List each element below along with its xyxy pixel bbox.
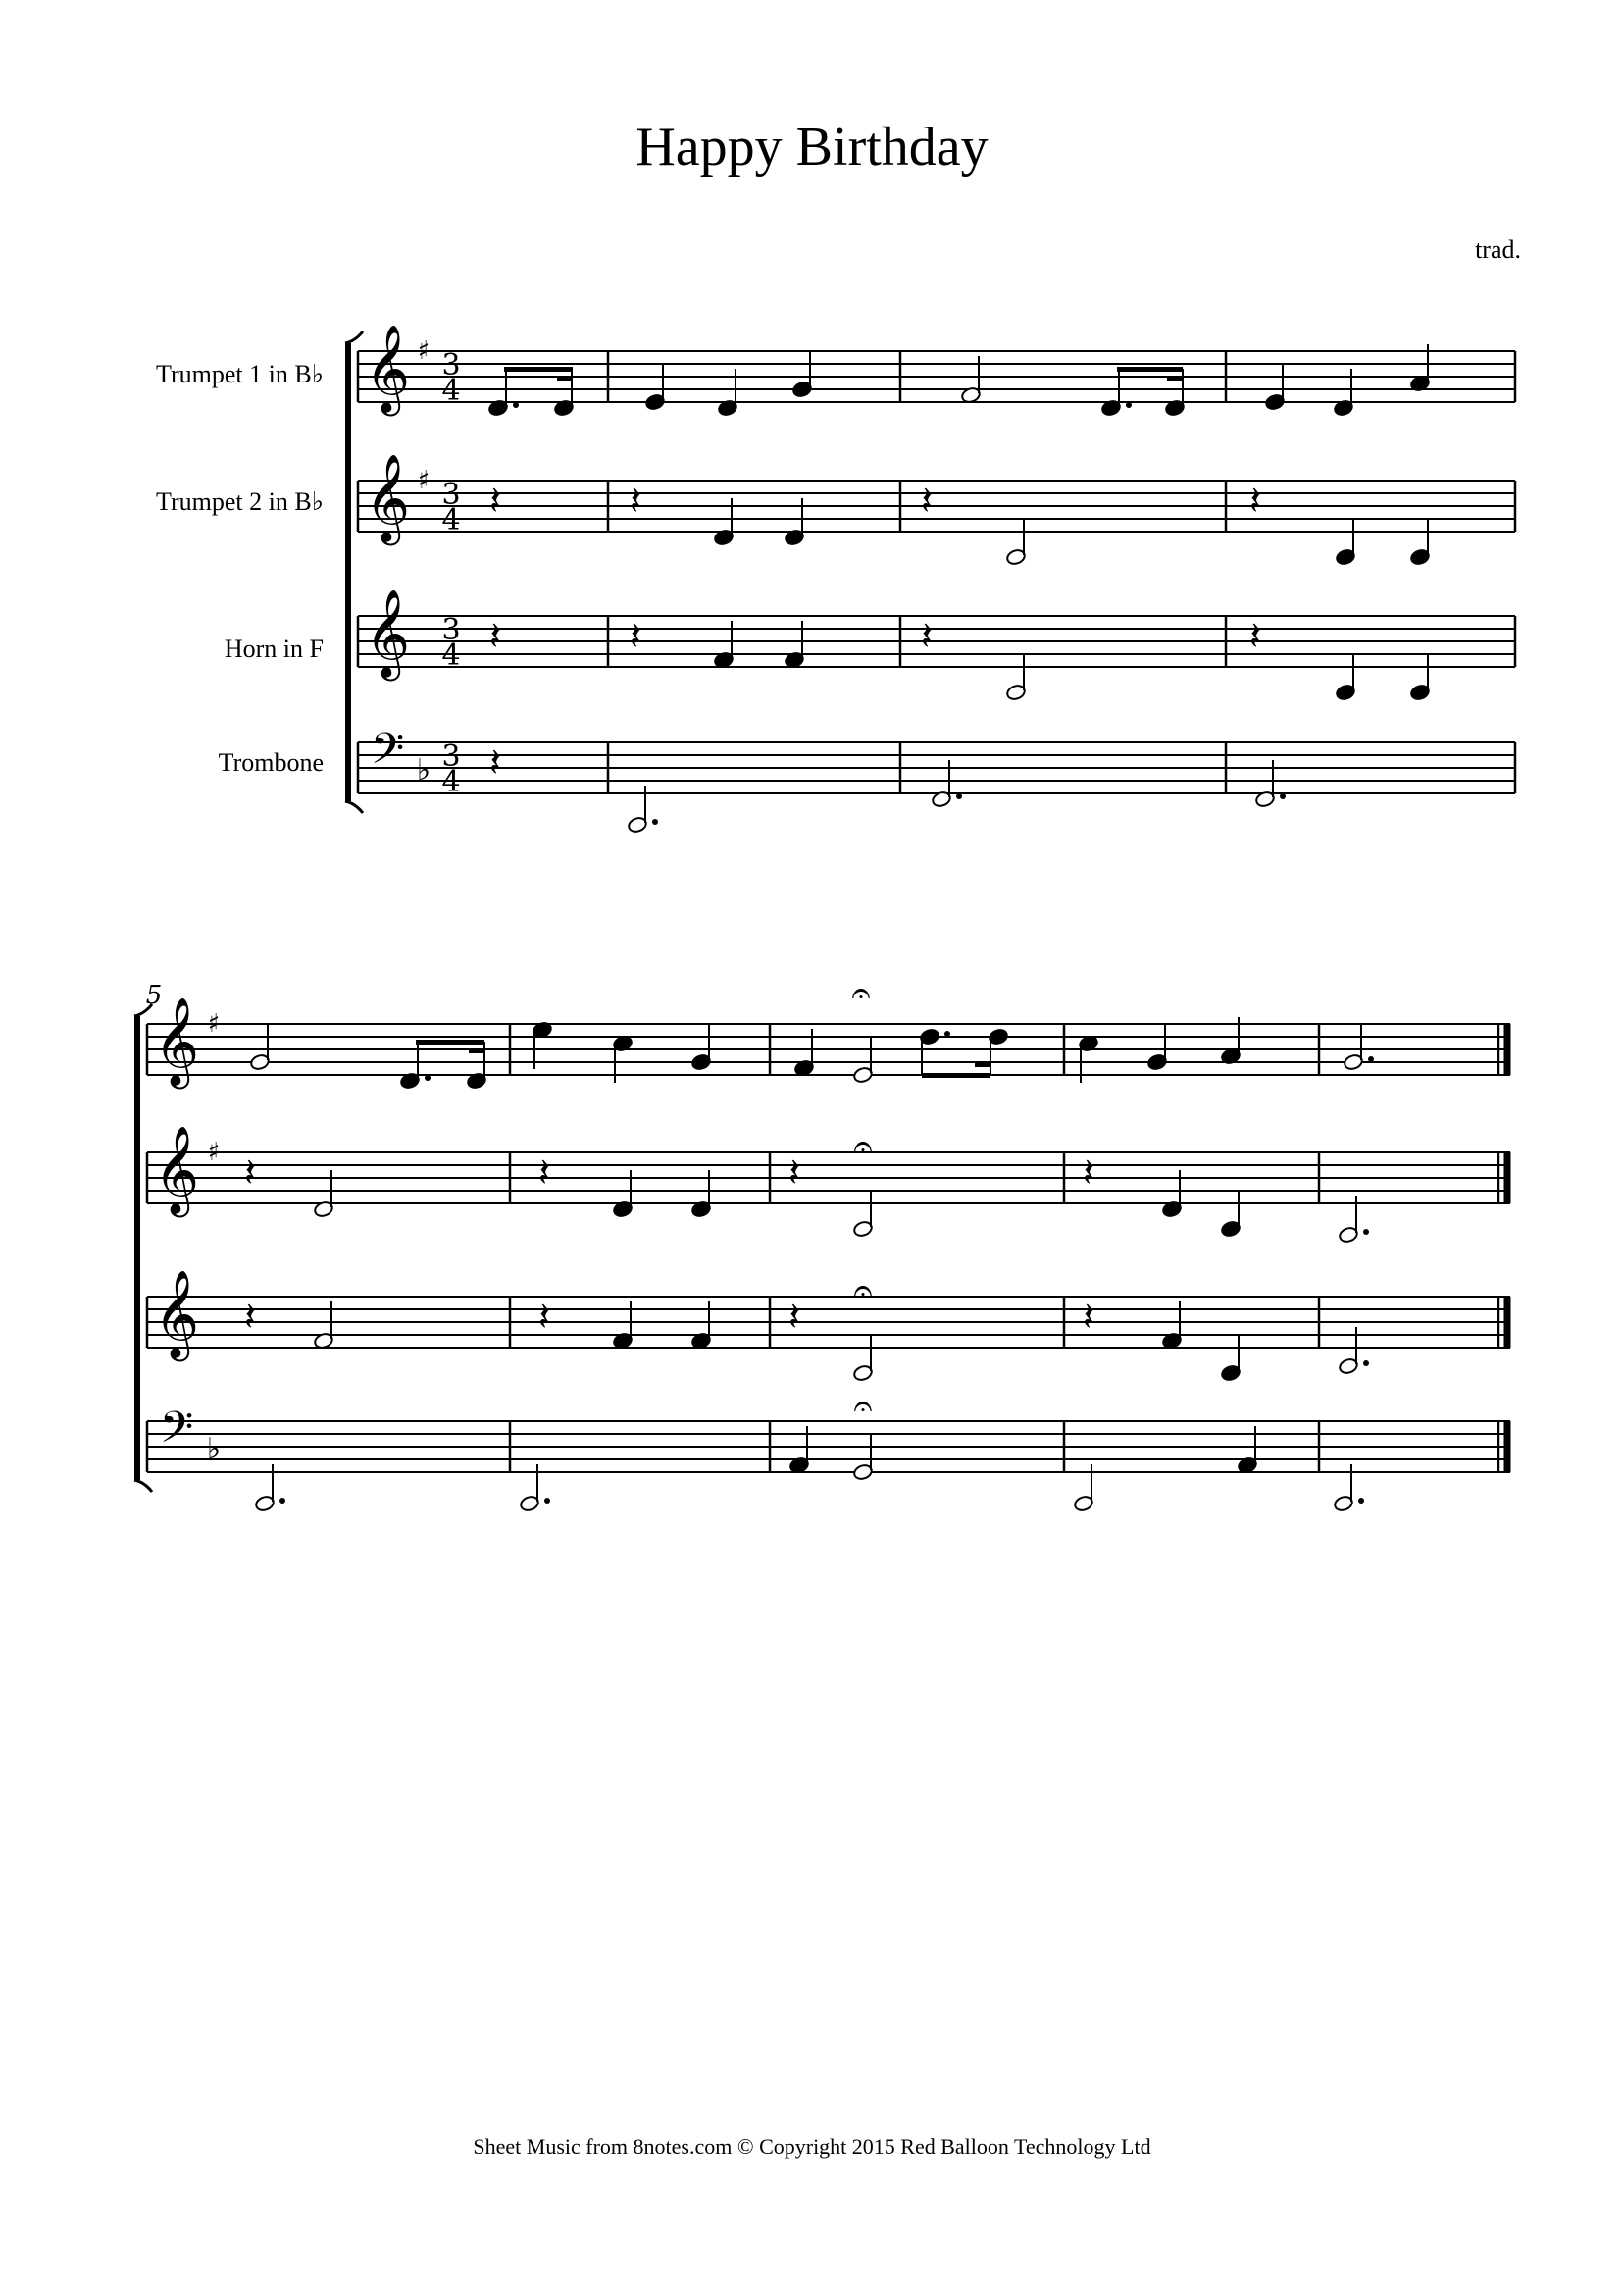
treble-clef-icon: 𝄞 <box>153 997 200 1086</box>
treble-clef-icon: 𝄞 <box>364 325 411 413</box>
time-signature-bottom: 4 <box>441 765 461 799</box>
bracket-hook-top <box>134 1004 152 1016</box>
system-1 <box>345 325 1515 834</box>
key-flat-icon: ♭ <box>206 1432 222 1466</box>
quarter-rest: 𝄽 <box>787 1150 801 1196</box>
footer-copyright: Sheet Music from 8notes.com © Copyright 2015 Red Balloon Technology Ltd <box>473 2134 1151 2159</box>
beam <box>557 377 573 381</box>
quarter-rest: 𝄽 <box>787 1295 801 1340</box>
dot <box>652 819 658 825</box>
quarter-rest: 𝄽 <box>1082 1295 1095 1340</box>
beam <box>504 367 573 372</box>
key-sharp-icon: ♯ <box>207 1138 221 1167</box>
quarter-rest: 𝄽 <box>488 740 502 786</box>
fermata-icon: 𝄐 <box>851 974 871 1013</box>
beam <box>1167 377 1183 381</box>
instrument-label-horn: Horn in F <box>224 635 324 663</box>
fermata-icon: 𝄐 <box>853 1387 873 1426</box>
bass-clef-icon: 𝄢 <box>159 1402 194 1463</box>
dot <box>1363 1229 1369 1235</box>
treble-clef-icon: 𝄞 <box>153 1270 200 1358</box>
quarter-rest: 𝄽 <box>537 1150 551 1196</box>
dot <box>425 1075 431 1081</box>
system-bracket <box>134 1016 140 1480</box>
time-signature-top: 3 <box>441 348 461 382</box>
bracket-hook-bottom <box>345 801 363 813</box>
bracket-hook-top <box>345 331 363 343</box>
instrument-label-trumpet-1: Trumpet 1 in B♭ <box>156 360 324 388</box>
key-sharp-icon: ♯ <box>417 466 431 495</box>
fermata-icon: 𝄐 <box>853 1127 873 1166</box>
time-signature-top: 3 <box>441 478 461 512</box>
time-signature-top: 3 <box>441 739 461 774</box>
dot <box>1280 793 1286 799</box>
dot <box>1358 1498 1364 1504</box>
time-signature-bottom: 4 <box>441 374 461 408</box>
quarter-rest: 𝄽 <box>243 1295 257 1340</box>
beam <box>975 1063 990 1067</box>
system-2 <box>134 974 1510 1512</box>
instrument-label-trumpet-2: Trumpet 2 in B♭ <box>156 487 324 516</box>
treble-clef-icon: 𝄞 <box>364 589 411 678</box>
quarter-rest: 𝄽 <box>1248 479 1262 524</box>
key-sharp-icon: ♯ <box>207 1009 221 1039</box>
dot <box>956 793 962 799</box>
quarter-rest: 𝄽 <box>629 479 642 524</box>
beam <box>469 1049 484 1053</box>
instrument-label-trombone: Trombone <box>218 748 324 777</box>
dot <box>1368 1056 1374 1062</box>
quarter-rest: 𝄽 <box>1248 614 1262 659</box>
quarter-rest: 𝄽 <box>488 614 502 659</box>
bass-clef-icon: 𝄢 <box>370 723 405 785</box>
composer: trad. <box>1475 235 1521 264</box>
time-signature-bottom: 4 <box>441 503 461 537</box>
system-bracket <box>345 343 351 801</box>
beam <box>416 1040 484 1045</box>
quarter-rest: 𝄽 <box>1082 1150 1095 1196</box>
key-flat-icon: ♭ <box>416 753 431 788</box>
beam <box>1117 367 1183 372</box>
dot <box>513 402 519 408</box>
dot <box>544 1498 550 1504</box>
quarter-rest: 𝄽 <box>629 614 642 659</box>
measure-number: 5 <box>145 981 163 1010</box>
fermata-icon: 𝄐 <box>853 1271 873 1310</box>
bracket-hook-bottom <box>134 1480 152 1492</box>
dot <box>279 1498 285 1504</box>
treble-clef-icon: 𝄞 <box>364 454 411 542</box>
dot <box>944 1031 950 1037</box>
time-signature-bottom: 4 <box>441 638 461 673</box>
beam <box>922 1073 990 1078</box>
key-sharp-icon: ♯ <box>417 336 431 366</box>
quarter-rest: 𝄽 <box>537 1295 551 1340</box>
quarter-rest: 𝄽 <box>920 614 934 659</box>
quarter-rest: 𝄽 <box>920 479 934 524</box>
dot <box>1126 402 1132 408</box>
quarter-rest: 𝄽 <box>243 1150 257 1196</box>
treble-clef-icon: 𝄞 <box>153 1126 200 1214</box>
quarter-rest: 𝄽 <box>488 479 502 524</box>
dot <box>1363 1360 1369 1366</box>
time-signature-top: 3 <box>441 613 461 647</box>
page-title: Happy Birthday <box>635 117 989 178</box>
